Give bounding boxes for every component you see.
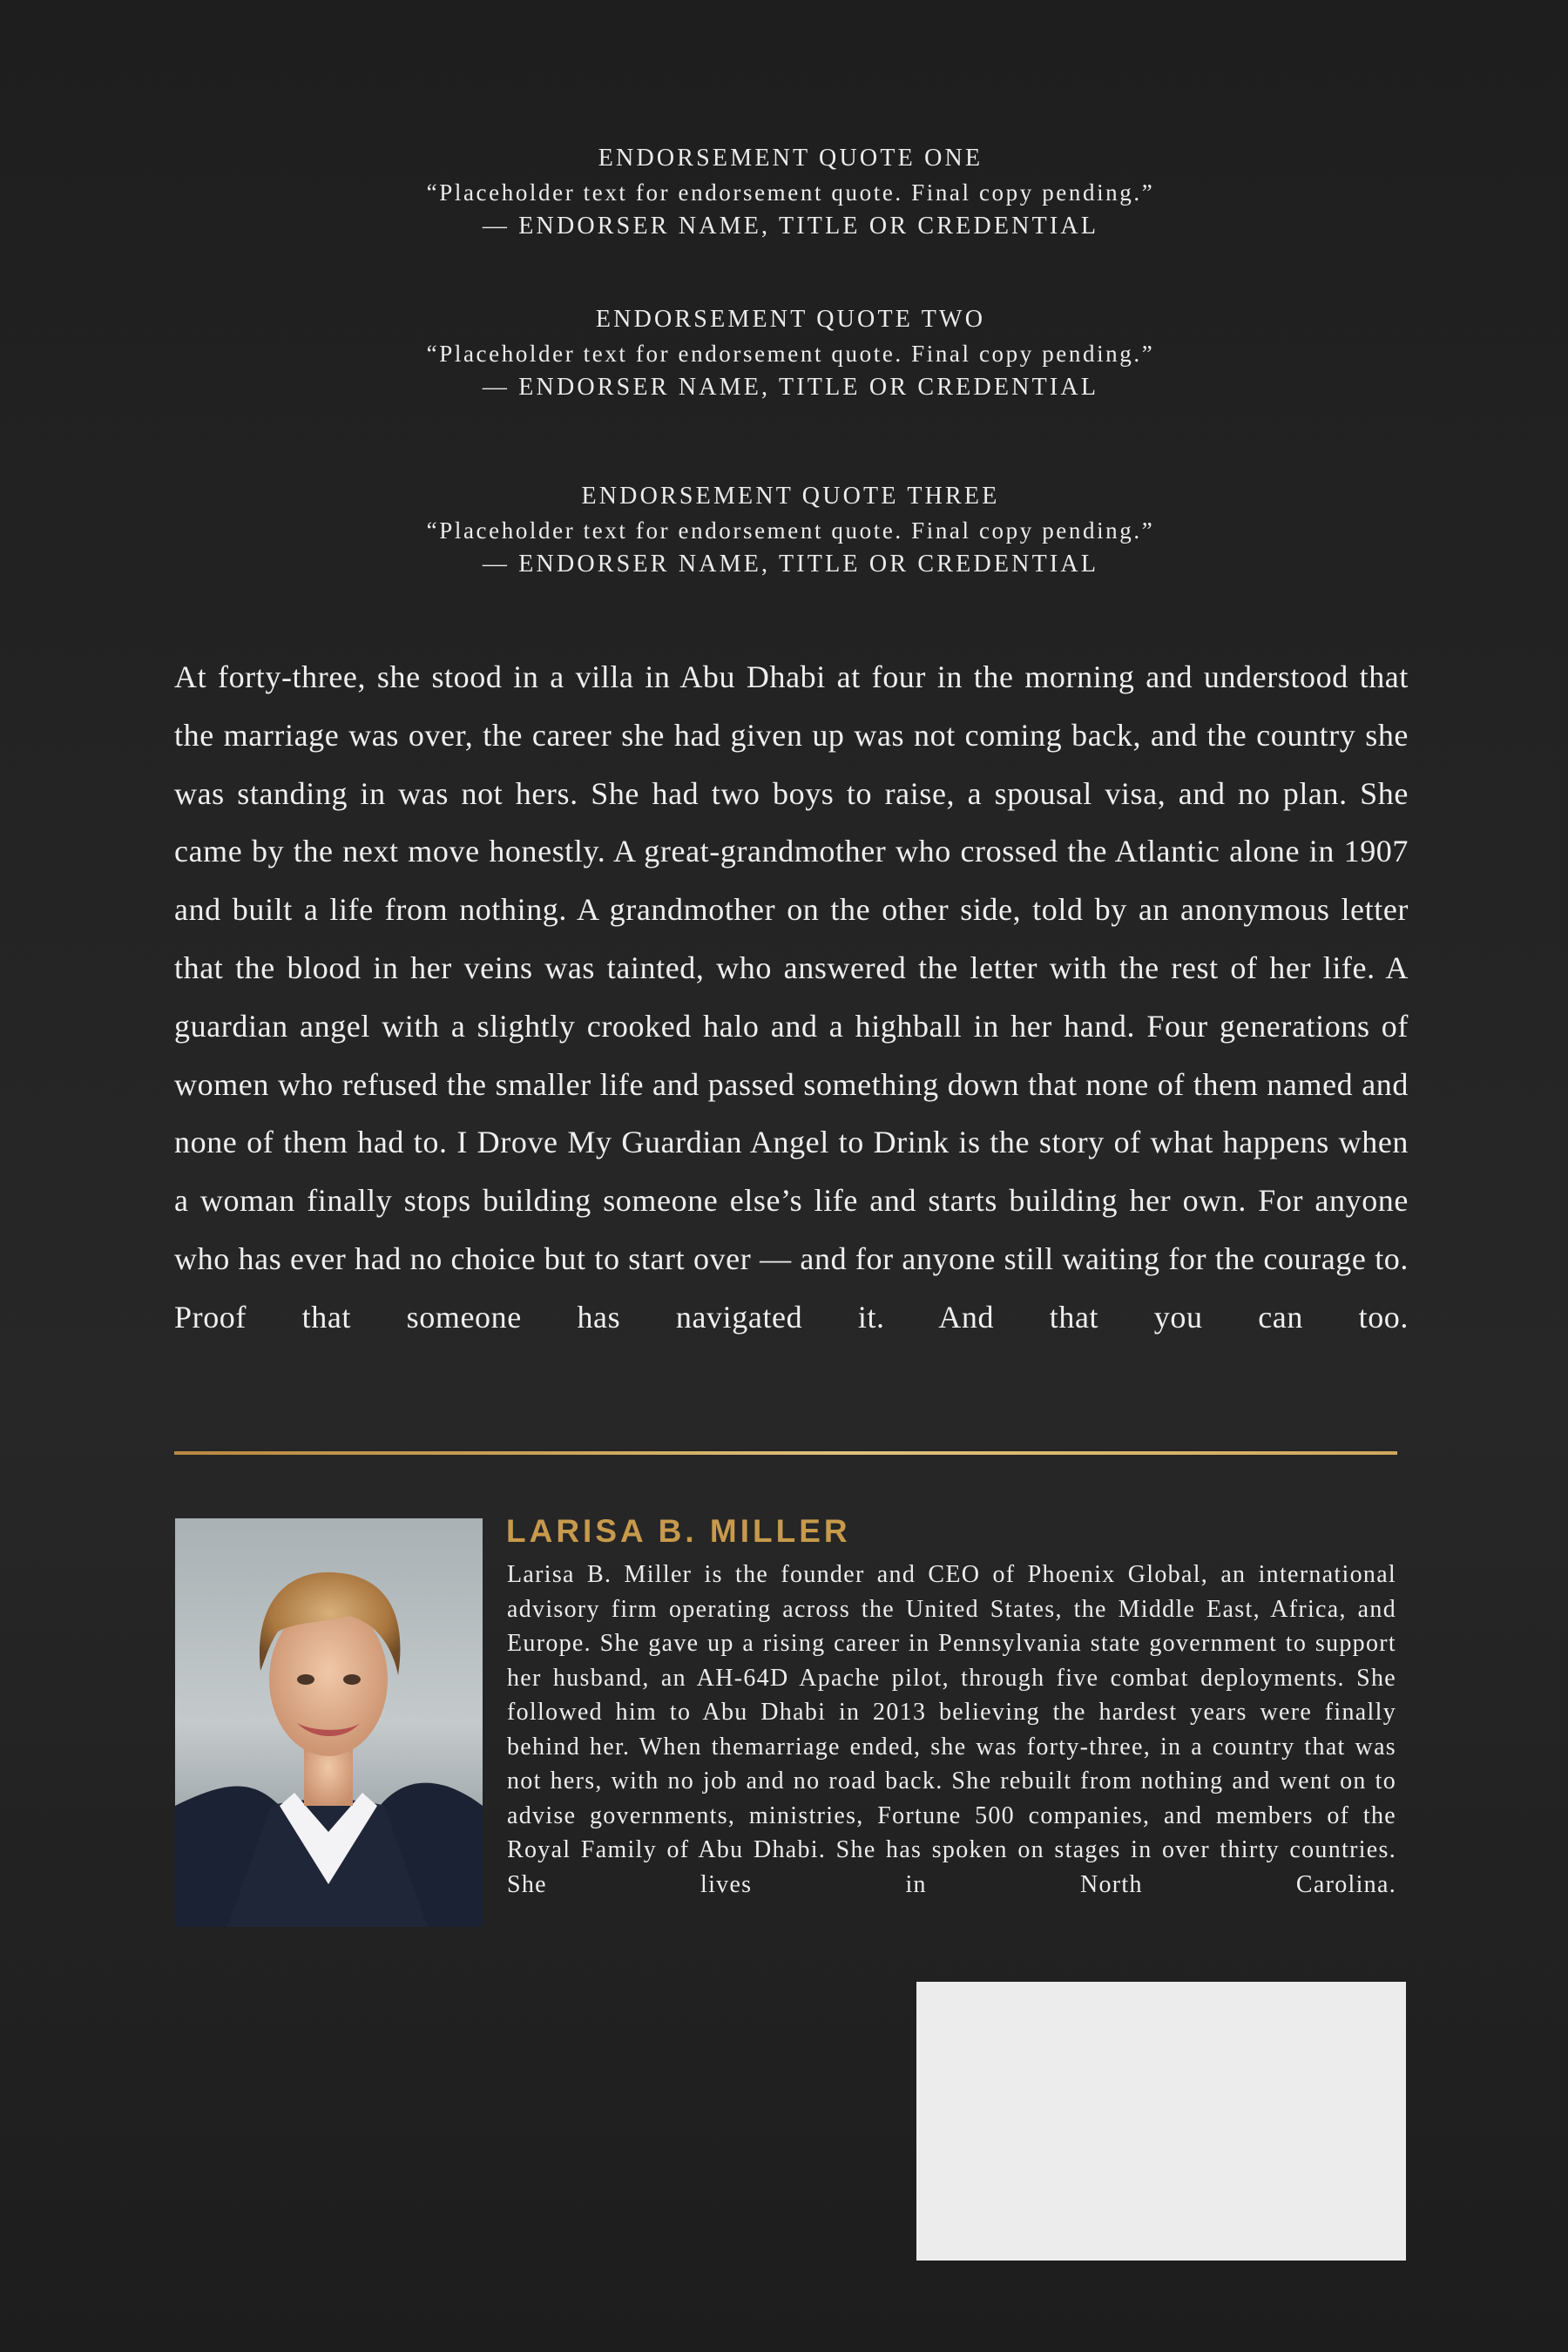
endorsement-quote: “Placeholder text for endorsement quote. Final copy pending.” <box>426 179 1155 206</box>
endorsement-attribution: — ENDORSER NAME, TITLE OR CREDENTIAL <box>482 374 1099 401</box>
endorsement-attribution: — ENDORSER NAME, TITLE OR CREDENTIAL <box>482 551 1099 578</box>
endorsement-one <box>0 141 1568 244</box>
endorsement-heading: ENDORSEMENT QUOTE TWO <box>595 306 986 333</box>
endorsement-heading: ENDORSEMENT QUOTE THREE <box>581 483 1000 510</box>
gold-divider <box>174 1451 1397 1455</box>
endorsement-heading: ENDORSEMENT QUOTE ONE <box>598 145 983 172</box>
endorsement-quote: “Placeholder text for endorsement quote. Final copy pending.” <box>426 341 1155 367</box>
endorsement-three <box>0 479 1568 582</box>
endorsement-attribution: — ENDORSER NAME, TITLE OR CREDENTIAL <box>482 213 1099 240</box>
book-description: At forty-three, she stood in a villa in Abu Dhabi at four in the morning and understood that the marriage was over, the career she had given up was not coming back, and the country she was standing in was not hers. She had two boys to raise, a spousal visa, and no plan. She came by the next move honestly. A great-grandmother who crossed the Atlantic alone in 1907 and built a life from nothing. A grandmother on the other side, told by an anonymous letter that the blood in her veins was tainted, who answered the letter with the rest of her life. A guardian angel with a slightly crooked halo and a highball in her hand. Four generations of women who refused the smaller life and passed something down that none of them named and none of them had to. I Drove My Guardian Angel to Drink is the story of what happens when a woman finally stops building someone else’s life and starts building her own. For anyone who has ever had no choice but to start over — and for anyone still waiting for the courage to. Proof that someone has navigated it. And that you can too. <box>174 659 1409 1335</box>
barcode-placeholder <box>916 1982 1406 2261</box>
author-photo <box>175 1518 483 1927</box>
author-bio: Larisa B. Miller is the founder and CEO of Phoenix Global, an international advisory firm operating across the United States, the Middle East, Africa, and Europe. She gave up a rising career in Pennsylvania state government to support her husband, an AH-64D Apache pilot, through five combat deployments. She followed him to Abu Dhabi in 2013 believing the hardest years were finally behind her. When themarriage ended, she was forty-three, in a country that was not hers, with no job and no road back. She rebuilt from nothing and went on to advise governments, ministries, Fortune 500 companies, and members of the Royal Family of Abu Dhabi. She has spoken on stages in over thirty countries. She lives in North Carolina. <box>507 1561 1396 1898</box>
author-name: LARISA B. MILLER <box>506 1513 851 1549</box>
endorsement-quote: “Placeholder text for endorsement quote. Final copy pending.” <box>426 517 1155 544</box>
endorsement-two <box>0 302 1568 405</box>
